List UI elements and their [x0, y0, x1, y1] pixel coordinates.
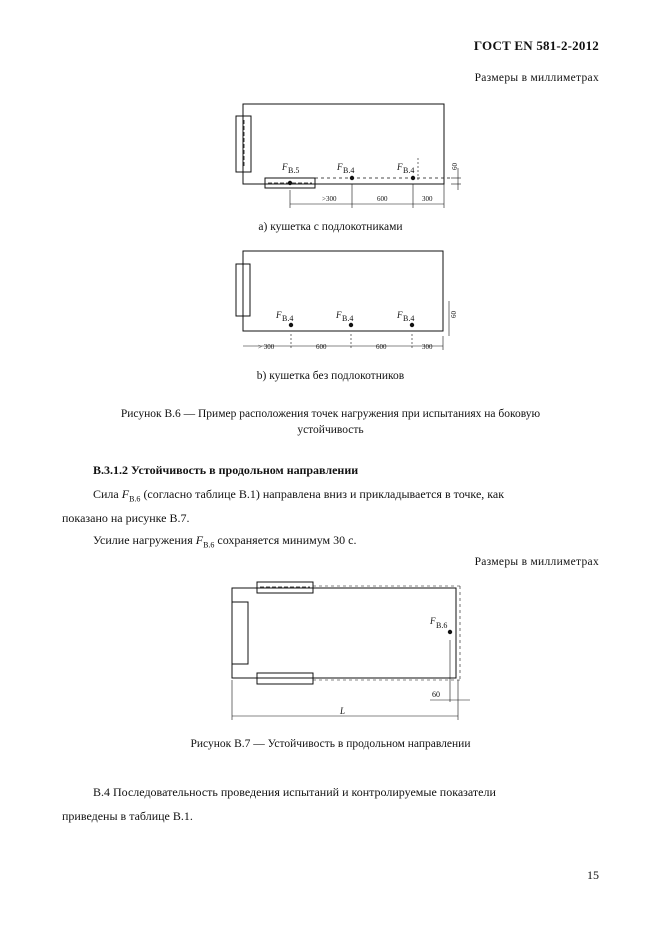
- figure-b7-drawing: [0, 580, 661, 720]
- force-label-a2: F: [337, 162, 343, 172]
- dim-a-3: 300: [422, 195, 433, 203]
- dim-b-side: 60: [450, 311, 458, 318]
- section-heading: В.3.1.2 Устойчивость в продольном направлении: [93, 463, 359, 477]
- force-label-a1: F: [282, 162, 288, 172]
- caption-b6b: b) кушетка без подлокотников: [256, 370, 405, 382]
- load-point-b4-b3: [410, 323, 414, 327]
- dim-b7-60: 60: [432, 690, 440, 699]
- force-label-b6: F: [430, 616, 436, 626]
- paragraph-1-line2: показано на рисунке В.7.: [62, 511, 190, 525]
- svg-text:B.4: B.4: [282, 314, 294, 323]
- sofa-seat-outline-b7: [232, 588, 456, 678]
- standard-header: ГОСТ EN 581-2-2012: [473, 38, 599, 53]
- load-point-b4-a2: [411, 176, 415, 180]
- dim-b-1: > 300: [258, 343, 275, 351]
- b4-line2: приведены в таблице В.1.: [62, 809, 193, 823]
- svg-text:B.4: B.4: [403, 166, 415, 175]
- figure-b6a-drawing: [0, 98, 661, 218]
- b4-line1: В.4 Последовательность проведения испытаний и контролируемые показатели: [93, 785, 496, 799]
- load-point-b4-a1: [350, 176, 354, 180]
- dim-a-side: 60: [451, 163, 459, 170]
- svg-text:B.4: B.4: [342, 314, 354, 323]
- force-label-b2: F: [336, 310, 342, 320]
- caption-b6-line1: Рисунок В.6 — Пример расположения точек нагружения при испытаниях на боковую: [120, 408, 541, 420]
- dim-b7-L: L: [340, 706, 346, 716]
- armrest-left-b7: [232, 602, 248, 664]
- units-label-2: Размеры в миллиметрах: [474, 556, 599, 568]
- load-point-b5-a: [288, 181, 292, 185]
- load-point-b6: [448, 630, 452, 634]
- load-point-b4-b2: [349, 323, 353, 327]
- svg-text:B.4: B.4: [403, 314, 415, 323]
- paragraph-2: Усилие нагружения $F_{B.6}$ сохраняется минимум 30 с.: [93, 533, 357, 550]
- page-number: 15: [587, 868, 599, 882]
- figure-b6b-drawing: [0, 246, 661, 356]
- caption-b6a: а) кушетка с подлокотниками: [258, 221, 403, 233]
- force-label-b1: F: [276, 310, 282, 320]
- svg-text:B.6: B.6: [436, 621, 448, 630]
- dim-a-1: >300: [322, 195, 337, 203]
- paragraph-1: Сила $F_{B.6}$ (согласно таблице В.1) направлена вниз и прикладывается в точке, как: [93, 487, 505, 504]
- load-point-b4-b1: [289, 323, 293, 327]
- svg-text:B.4: B.4: [343, 166, 355, 175]
- units-label-1: Размеры в миллиметрах: [474, 72, 599, 84]
- force-label-b3: F: [397, 310, 403, 320]
- dim-b-2: 600: [316, 343, 327, 351]
- dim-b-3: 600: [376, 343, 387, 351]
- caption-b6-line2: устойчивость: [297, 424, 364, 436]
- dim-a-2: 600: [377, 195, 388, 203]
- caption-b7: Рисунок В.7 — Устойчивость в продольном направлении: [190, 738, 471, 750]
- force-label-a3: F: [397, 162, 403, 172]
- svg-text:B.5: B.5: [288, 166, 300, 175]
- dim-b-4: 300: [422, 343, 433, 351]
